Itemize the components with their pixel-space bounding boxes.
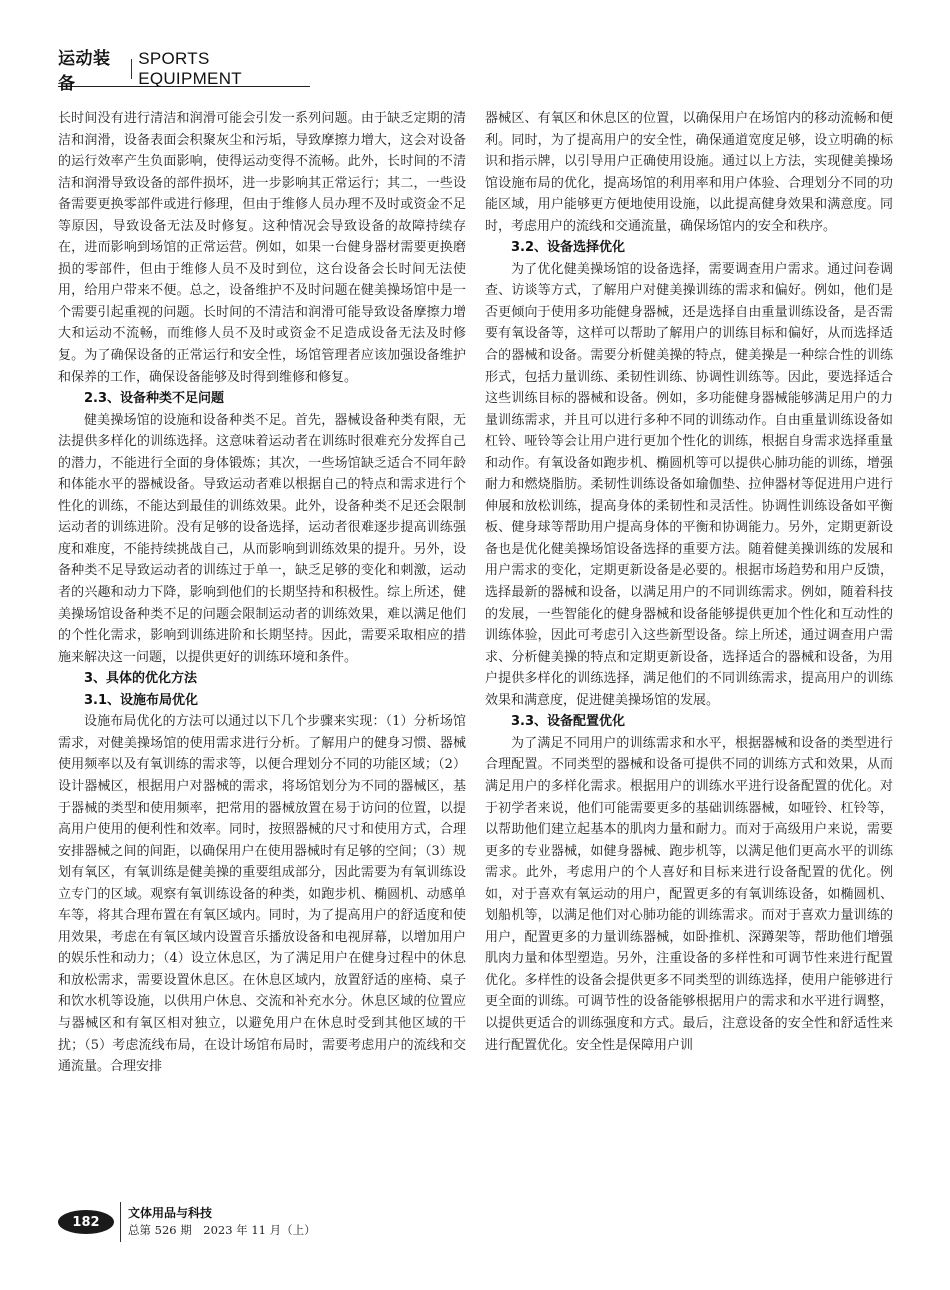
page-number: 182 xyxy=(58,1210,114,1234)
section-heading: 2.3、设备种类不足问题 xyxy=(84,391,225,407)
body-paragraph: 设施布局优化的方法可以通过以下几个步骤来实现：（1）分析场馆需求，对健美操场馆的使用需求进行分析。了解用户的健身习惯、器械使用频率以及有氧训练的需求等，以便合理划分不同的功能区域；（2）设计器械区，根据用户对器械的需求，将场馆划分为不同的器械区，基于器械的类型和使用频率，把常用的器械放置在易于访问的位置，以提高用户使用的便利性和效率。同时，按照器械的尺寸和使用方式，合理安排器械之间的间距，以确保用户在使用器械时有足够的空间；（3）规划有氧区，有氧训练是健美操的重要组成部分，因此需要为有氧训练设立专门的区域。观察有氧训练设备的种类，如跑步机、椭圆机、动感单车等，将其合理布置在有氧区域内。同时，为了提高用户的舒适度和使用效果，考虑在有氧区域内设置音乐播放设备和电视屏幕，以增加用户的娱乐性和动力；（4）设立休息区，为了满足用户在健身过程中的休息和放松需求，需要设置休息区。在休息区域内，放置舒适的座椅、桌子和饮水机等设施，以供用户休息、交流和补充水分。休息区域的位置应与器械区和有氧区相对独立，以避免用户在休息时受到其他区域的干扰；（5）考虑流线布局，在设计场馆布局时，需要考虑用户的流线和交通流量。合理安排 xyxy=(58,714,466,1075)
section-heading: 3.2、设备选择优化 xyxy=(511,240,626,256)
header-divider xyxy=(131,59,132,79)
body-paragraph: 长时间没有进行清洁和润滑可能会引发一系列问题。由于缺乏定期的清洁和润滑，设备表面会积聚灰尘和污垢，导致摩擦力增大，这会对设备的运行效率产生负面影响，使得运动变得不流畅。此外，长时间的不清洁和润滑导致设备的部件损坏，进一步影响其正常运行；其二，一些设备需要更换零部件或进行修理，但由于维修人员办理不及时或资金不足等原因，导致设备无法及时修复。这种情况会导致设备的故障持续存在，进而影响到场馆的正常运营。例如，如果一台健身器材需要更换磨损的零部件，但由于维修人员不及时到位，这台设备会长时间无法使用，给用户带来不便。总之，设备维护不及时问题在健美操场馆中是一个需要引起重视的问题。长时间的不清洁和润滑可能导致设备摩擦力增大和运动不流畅，而维修人员不及时或资金不足造成设备无法及时修复。为了确保设备的正常运行和安全性，场馆管理者应该加强设备维护和保养的工作，确保设备能够及时得到维修和修复。 xyxy=(58,111,466,385)
body-paragraph: 为了满足不同用户的训练需求和水平，根据器械和设备的类型进行合理配置。不同类型的器械和设备可提供不同的训练方式和效果，从而满足用户的多样化需求。根据用户的训练水平进行设备配置的优化。对于初学者来说，他们可能需要更多的基础训练器械，如哑铃、杠铃等，以帮助他们建立起基本的肌肉力量和耐力。而对于高级用户来说，需要更多的专业器械，如健身器械、跑步机等，以满足他们更高水平的训练需求。此外，考虑用户的个人喜好和目标来进行设备配置的优化。例如，对于喜欢有氧运动的用户，配置更多的有氧训练设备，如椭圆机、划船机等，以满足他们对心肺功能的训练需求。而对于喜欢力量训练的用户，配置更多的力量训练器械，如卧推机、深蹲架等，帮助他们增强肌肉力量和体型塑造。另外，注重设备的多样性和可调节性来进行配置优化。多样性的设备会提供更多不同类型的训练选择，使用户能够进行更全面的训练。可调节性的设备能够根据用户的需求和水平进行调整，以提供更适合的训练强度和方式。最后，注意设备的安全性和舒适性来进行配置优化。安全性是保障用户训 xyxy=(485,735,893,1053)
section-heading: 3.3、设备配置优化 xyxy=(511,714,626,730)
journal-name: 文体用品与科技 xyxy=(128,1206,213,1220)
body-paragraph: 器械区、有氧区和休息区的位置，以确保用户在场馆内的移动流畅和便利。同时，为了提高用户的安全性，确保通道宽度足够，设立明确的标识和指示牌，以引导用户正确使用设施。通过以上方法，实现健美操场馆设施布局的优化，提高场馆的利用率和用户体验、合理划分不同的功能区域，用户能够更方便地使用设施，以此提高健身效果和满意度。同时，考虑用户的流线和交通流量，确保场馆内的安全和秩序。 xyxy=(485,111,893,234)
left-column xyxy=(58,108,466,1228)
section-title-en: SPORTS EQUIPMENT xyxy=(138,49,242,88)
body-paragraph: 健美操场馆的设施和设备种类不足。首先，器械设备种类有限，无法提供多样化的训练选择。这意味着运动者在训练时很难充分发挥自己的潜力，不能进行全面的身体锻炼；其次，一些场馆缺乏适合不同年龄和体能水平的器械设备。导致运动者难以根据自己的特点和需求进行个性化的训练，不能达到最佳的训练效果。此外，设备种类不足还会限制运动者的训练进阶。没有足够的设备选择，运动者很难逐步提高训练强度和难度，不能持续挑战自己，从而影响到训练效果的提升。另外，设备种类不足导致运动者的训练过于单一，缺乏足够的变化和刺激，运动者的兴趣和动力下降，影响到他们的长期坚持和积极性。综上所述，健美操场馆设备种类不足的问题会限制运动者的训练效果，难以满足他们的个性化需求，影响到训练进阶和长期坚持。因此，需要采取相应的措施来解决这一问题，以提供更好的训练环境和条件。 xyxy=(58,412,466,665)
page-footer xyxy=(58,1202,398,1248)
body-paragraph: 为了优化健美操场馆的设备选择，需要调查用户需求。通过问卷调查、访谈等方式，了解用户对健美操训练的需求和偏好。例如，他们是否更倾向于使用多功能健身器械，还是选择自由重量训练设备，是否需要有氧设备等，这样可以帮助了解用户的训练目标和偏好，从而选择适合的器械和设备。需要分析健美操的特点，健美操是一种综合性的训练形式，包括力量训练、柔韧性训练、协调性训练等。因此，要选择适合这些训练目标的器械和设备。例如，多功能健身器械能够满足用户的力量训练需求，并且可以进行多种不同的训练动作。自由重量训练设备如杠铃、哑铃等会让用户进行更加个性化的训练，根据自身需求选择重量和动作。有氧设备如跑步机、椭圆机等可以提供心肺功能的训练，增强耐力和燃烧脂肪。柔韧性训练设备如瑜伽垫、拉伸器材等促进用户进行伸展和放松训练，提高身体的柔韧性和灵活性。协调性训练设备如平衡板、健身球等帮助用户提高身体的平衡和协调能力。另外，定期更新设备也是优化健美操场馆设备选择的重要方法。随着健美操训练的发展和用户需求的变化，定期更新设备是必要的。根据市场趋势和用户反馈，选择最新的器械和设备，以满足用户的不同训练需求。例如，随着科技的发展，一些智能化的健身器械和设备能够提供更加个性化和互动性的训练体验，因此可考虑引入这些新型设备。综上所述，通过调查用户需求、分析健美操的特点和定期更新设备，选择适合的器械和设备，为用户提供多样化的训练选择，满足他们的不同训练需求，提高用户的训练效果和满意度，促进健美操场馆的发展。 xyxy=(485,261,893,708)
section-heading: 3、具体的优化方法 xyxy=(84,671,198,687)
footer-divider xyxy=(120,1202,121,1242)
running-header xyxy=(58,49,310,94)
section-title-cn: 运动装备 xyxy=(58,49,111,94)
issue-info: 总第 526 期 2023 年 11 月（上） xyxy=(128,1223,316,1237)
section-heading: 3.1、设施布局优化 xyxy=(84,692,199,708)
right-column xyxy=(485,108,893,1228)
